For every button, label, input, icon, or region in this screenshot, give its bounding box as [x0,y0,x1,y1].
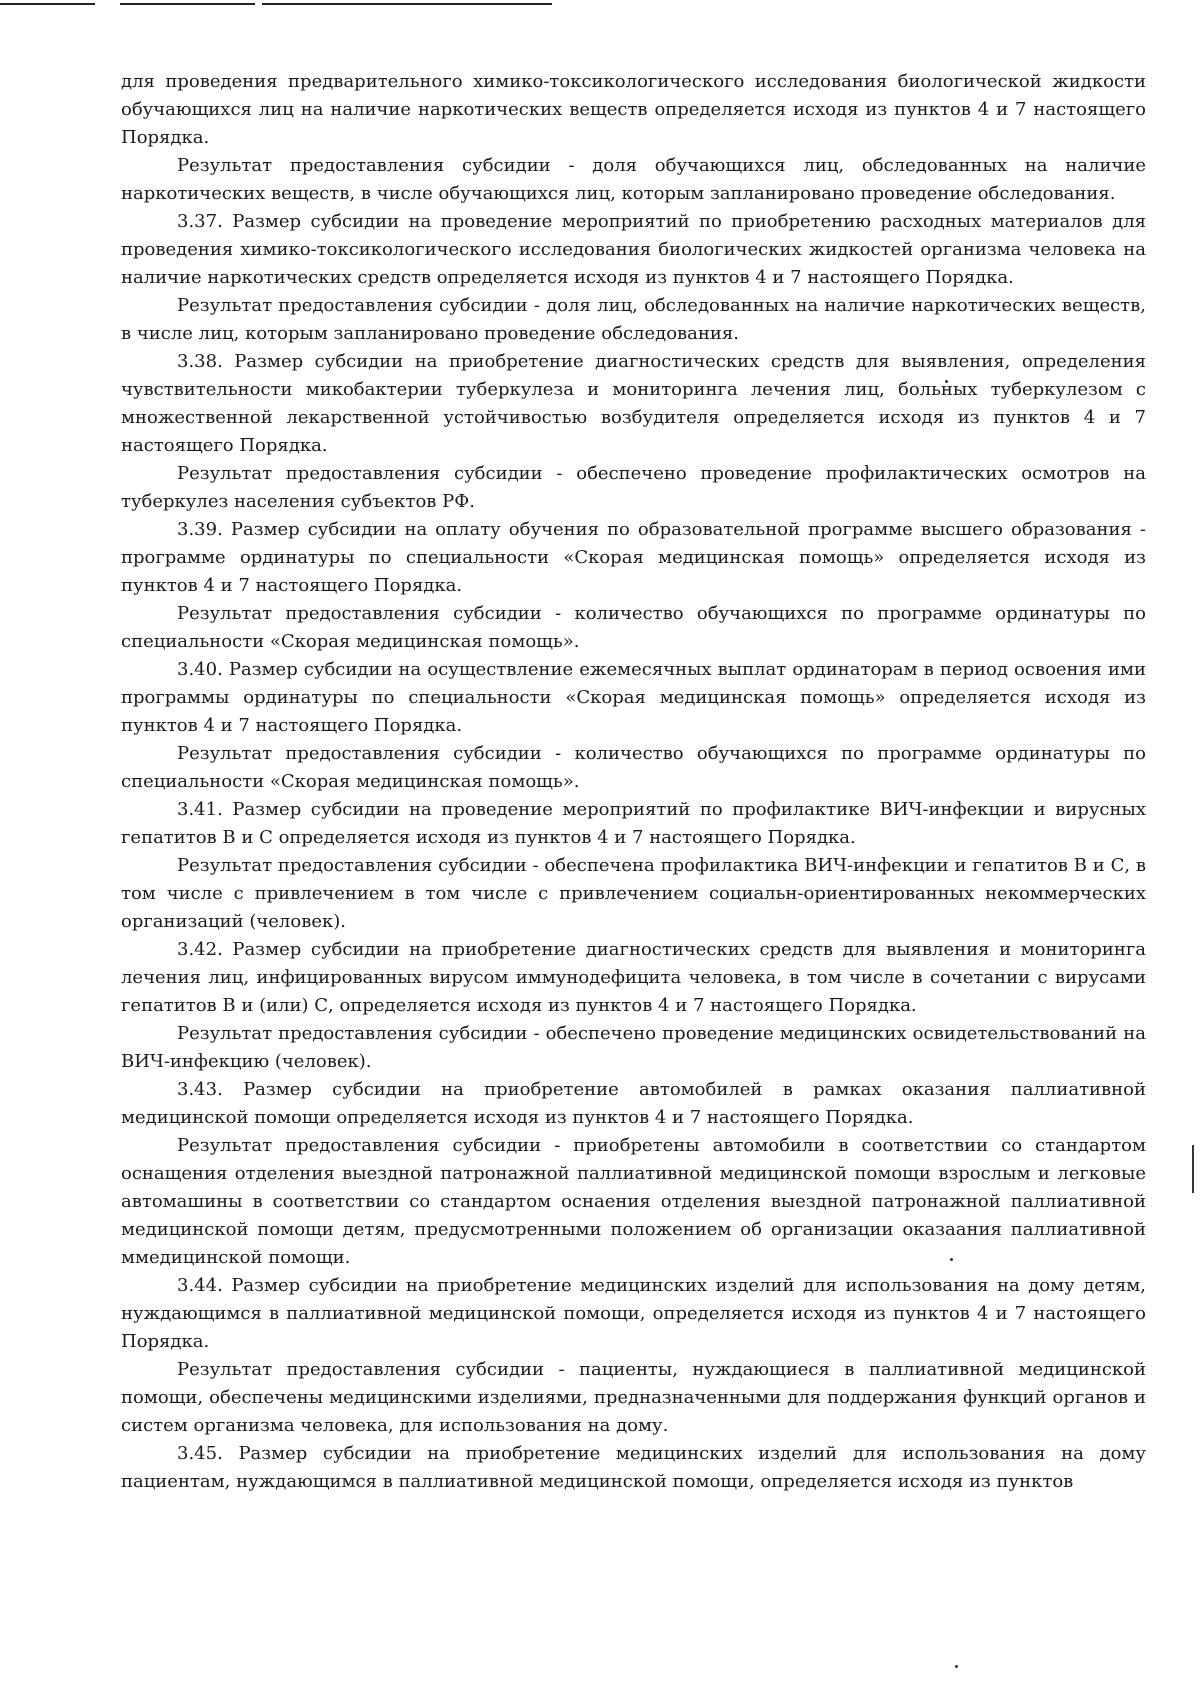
paragraph-result-3-39: Результат предоставления субсидии - количество обучающихся по программе ординатуры по специальности «Скорая медицинская помощь». [121,603,1146,652]
paragraph-continuation: для проведения предварительного химико-токсикологического исследования биологической жидкости обучающихся лиц на наличие наркотических веществ определяется исходя из пунктов 4 и 7 настоящего Порядка. [121,71,1146,148]
top-rule-line [120,3,255,5]
paragraph-result-3-44: Результат предоставления субсидии - пациенты, нуждающиеся в паллиативной медицинской помощи, обеспечены медицинскими изделиями, предназначенными для поддержания функций органов и систем организма человека, для использования на дому. [121,1359,1146,1436]
paragraph-clause-3-44: 3.44. Размер субсидии на приобретение медицинских изделий для использования на дому детям, нуждающимся в паллиативной медицинской помощи, определяется исходя из пунктов 4 и 7 настоящего Порядка. [121,1275,1146,1352]
paragraph-result-3-43: Результат предоставления субсидии - приобретены автомобили в соответствии со стандартом оснащения отделения выездной патронажной паллиативной медицинской помощи взрослым и легковые автомашины в соответствии со стандартом оснаения отделения выездной патронажной паллиативной медицинской помощи детям, предусмотренными положением об организации оказаания паллиативной ммедицинской помощи. [121,1135,1146,1268]
paragraph-result-3-36: Результат предоставления субсидии - доля обучающихся лиц, обследованных на наличие наркотических веществ, в числе обучающихся лиц, которым запланировано проведение обследования. [121,155,1146,204]
scan-margin-mark [1192,1145,1194,1193]
top-rule-line [0,3,95,5]
paragraph-result-3-40: Результат предоставления субсидии - количество обучающихся по программе ординатуры по специальности «Скорая медицинская помощь». [121,743,1146,792]
paragraph-clause-3-42: 3.42. Размер субсидии на приобретение диагностических средств для выявления и мониторинга лечения лиц, инфицированных вирусом иммунодефицита человека, в том числе в сочетании с вирусами гепатитов В и (или) С, определяется исходя из пунктов 4 и 7 настоящего Порядка. [121,939,1146,1016]
paragraph-clause-3-45: 3.45. Размер субсидии на приобретение медицинских изделий для использования на дому пациентам, нуждающимся в паллиативной медицинской помощи, определяется исходя из пунктов [121,1443,1146,1492]
paragraph-result-3-42: Результат предоставления субсидии - обеспечено проведение медицинских освидетельствований на ВИЧ-инфекцию (человек). [121,1023,1146,1072]
paragraph-clause-3-37: 3.37. Размер субсидии на проведение мероприятий по приобретению расходных материалов для проведения химико-токсикологического исследования биологических жидкостей организма человека на наличие наркотических средств определяется исходя из пунктов 4 и 7 настоящего Порядка. [121,211,1146,288]
paragraph-clause-3-43: 3.43. Размер субсидии на приобретение автомобилей в рамках оказания паллиативной медицинской помощи определяется исходя из пунктов 4 и 7 настоящего Порядка. [121,1079,1146,1128]
paragraph-clause-3-39: 3.39. Размер субсидии на оплату обучения по образовательной программе высшего образования - программе ординатуры по специальности «Скорая медицинская помощь» определяется исходя из пунктов 4 и 7 настоящего Порядка. [121,519,1146,596]
scan-speck [955,1665,958,1668]
paragraph-result-3-38: Результат предоставления субсидии - обеспечено проведение профилактических осмотров на туберкулез населения субъектов РФ. [121,463,1146,512]
document-body [121,68,1146,1496]
paragraph-result-3-37: Результат предоставления субсидии - доля лиц, обследованных на наличие наркотических веществ, в числе лиц, которым запланировано проведение обследования. [121,295,1146,344]
paragraph-clause-3-41: 3.41. Размер субсидии на проведение мероприятий по профилактике ВИЧ-инфекции и вирусных гепатитов В и С определяется исходя из пунктов 4 и 7 настоящего Порядка. [121,799,1146,848]
paragraph-clause-3-38: 3.38. Размер субсидии на приобретение диагностических средств для выявления, определения чувствительности микобактерии туберкулеза и мониторинга лечения лиц, больных туберкулезом с множественной лекарственной устойчивостью возбудителя определяется исходя из пунктов 4 и 7 настоящего Порядка. [121,351,1146,456]
top-rule-line [262,3,552,5]
paragraph-result-3-41: Результат предоставления субсидии - обеспечена профилактика ВИЧ-инфекции и гепатитов В и С, в том числе с привлечением в том числе с привлечением социальн-ориентированных некоммерческих организаций (человек). [121,855,1146,932]
paragraph-clause-3-40: 3.40. Размер субсидии на осуществление ежемесячных выплат ординаторам в период освоения ими программы ординатуры по специальности «Скорая медицинская помощь» определяется исходя из пунктов 4 и 7 настоящего Порядка. [121,659,1146,736]
